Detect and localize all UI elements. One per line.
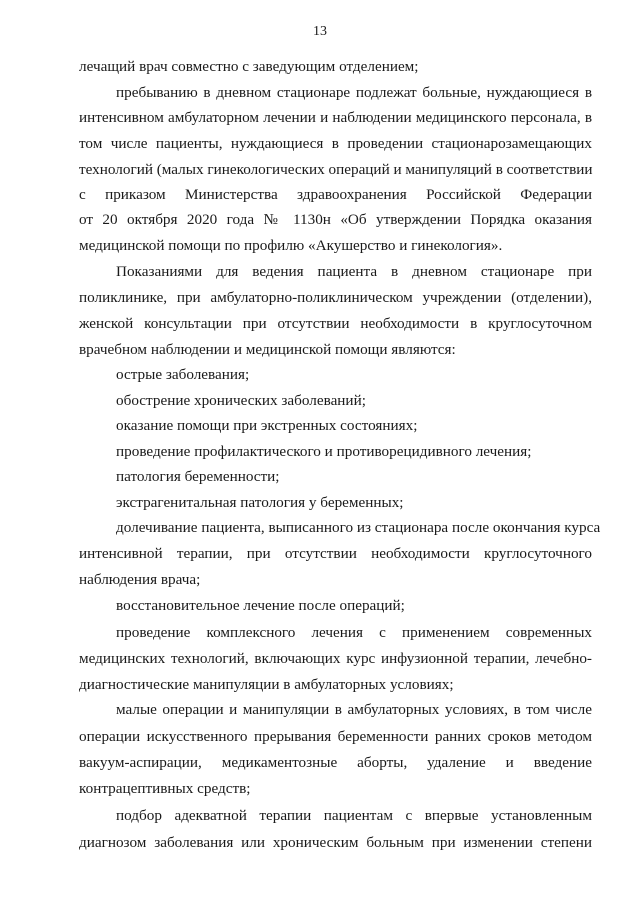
text-line: врачебном наблюдении и медицинской помощи являются:: [79, 341, 456, 358]
text-line: контрацептивных средств;: [79, 780, 251, 797]
text-line: том числе пациенты, нуждающиеся в проведении стационарозамещающих: [79, 135, 592, 152]
text-line: вакуум-аспирации, медикаментозные аборты, удаление и введение: [79, 754, 592, 771]
list-item: проведение комплексного лечения с применением современных: [116, 624, 592, 641]
text-line: поликлинике, при амбулаторно-поликлиническом учреждении (отделении),: [79, 289, 592, 306]
text-line: операции искусственного прерывания беременности ранних сроков методом: [79, 728, 592, 745]
text-line: с приказом Министерства здравоохранения Российской Федерации: [79, 186, 592, 203]
text-line: диагнозом заболевания или хроническим больным при изменении степени: [79, 834, 592, 851]
list-item: патология беременности;: [116, 468, 280, 485]
list-item: восстановительное лечение после операций;: [116, 597, 405, 614]
text-line: женской консультации при отсутствии необходимости в круглосуточном: [79, 315, 592, 332]
list-item: подбор адекватной терапии пациентам с впервые установленным: [116, 807, 592, 824]
list-item: проведение профилактического и противорецидивного лечения;: [116, 443, 532, 460]
list-item: острые заболевания;: [116, 366, 250, 383]
page-number: 13: [313, 24, 327, 39]
list-item: экстрагенитальная патология у беременных;: [116, 494, 404, 511]
text-line: медицинских технологий, включающих курс инфузионной терапии, лечебно-: [79, 650, 592, 667]
text-line: диагностические манипуляции в амбулаторных условиях;: [79, 676, 454, 693]
list-item: малые операции и манипуляции в амбулаторных условиях, в том числе: [116, 701, 592, 718]
text-line: интенсивном амбулаторном лечении и наблюдении медицинского персонала, в: [79, 109, 592, 126]
text-line: лечащий врач совместно с заведующим отделением;: [79, 58, 419, 75]
list-item: долечивание пациента, выписанного из стационара после окончания курса: [116, 519, 601, 536]
text-line: Показаниями для ведения пациента в дневном стационаре при: [116, 263, 592, 280]
text-line: медицинской помощи по профилю «Акушерство и гинекология».: [79, 237, 503, 254]
text-line: пребыванию в дневном стационаре подлежат больные, нуждающиеся в: [116, 84, 592, 101]
text-line: интенсивной терапии, при отсутствии необходимости круглосуточного: [79, 545, 592, 562]
list-item: обострение хронических заболеваний;: [116, 392, 366, 409]
text-line: технологий (малых гинекологических операций и манипуляций в соответствии: [79, 161, 593, 178]
text-line: наблюдения врача;: [79, 571, 201, 588]
list-item: оказание помощи при экстренных состояниях;: [116, 417, 418, 434]
text-line: от 20 октября 2020 года № 1130н «Об утверждении Порядка оказания: [79, 211, 592, 228]
